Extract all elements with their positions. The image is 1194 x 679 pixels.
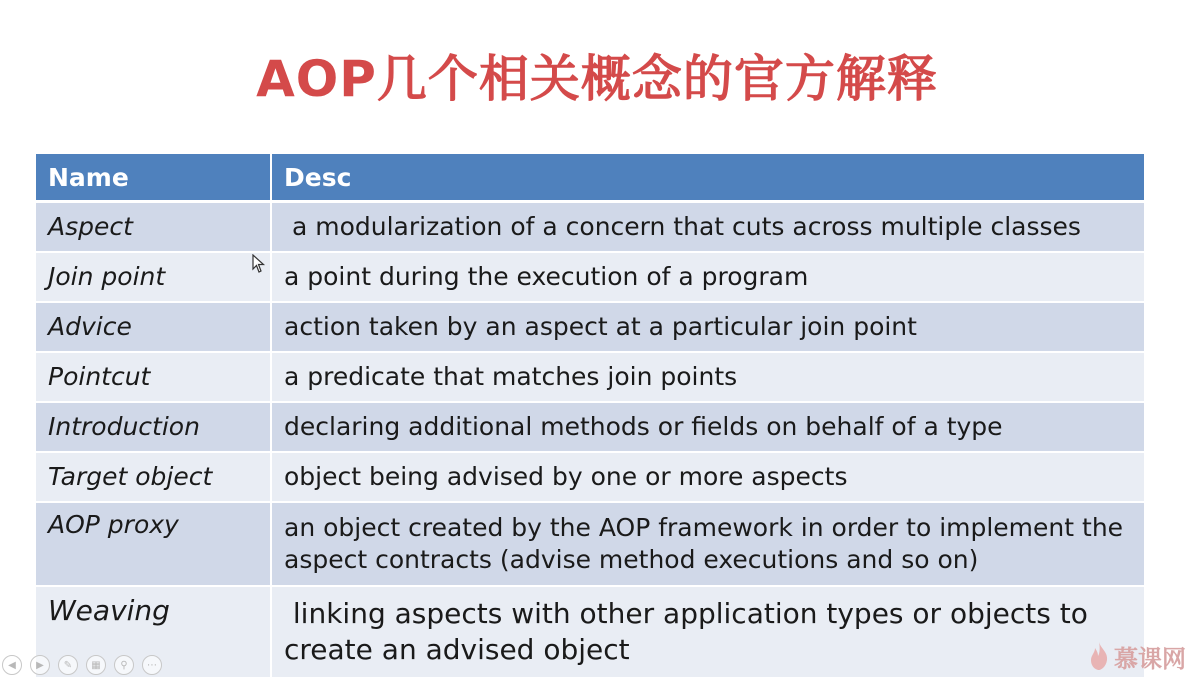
slide-title: AOP几个相关概念的官方解释 <box>256 50 938 108</box>
row-desc: action taken by an aspect at a particular join point <box>271 302 1145 352</box>
table-row <box>36 502 1145 586</box>
slides-icon[interactable]: ▦ <box>86 655 106 675</box>
row-desc: a predicate that matches join points <box>271 352 1145 402</box>
table-row <box>36 586 1145 678</box>
row-name: Introduction <box>36 402 271 452</box>
row-desc: an object created by the AOP framework in order to implement the aspect contracts (advise method executions and so on) <box>271 502 1145 586</box>
zoom-icon[interactable]: ⚲ <box>114 655 134 675</box>
table-row <box>36 402 1145 452</box>
table-row <box>36 302 1145 352</box>
table-row <box>36 452 1145 502</box>
aop-concepts-table <box>36 154 1146 679</box>
play-icon[interactable]: ▶ <box>30 655 50 675</box>
row-desc: a modularization of a concern that cuts across multiple classes <box>271 202 1145 253</box>
mouse-cursor-icon <box>252 254 266 274</box>
row-desc: object being advised by one or more aspects <box>271 452 1145 502</box>
pen-icon[interactable]: ✎ <box>58 655 78 675</box>
row-desc: linking aspects with other application types or objects to create an advised object <box>271 586 1145 678</box>
row-name: Weaving <box>36 586 271 678</box>
row-name: Pointcut <box>36 352 271 402</box>
row-name: AOP proxy <box>36 502 271 586</box>
row-name: Aspect <box>36 202 271 253</box>
more-icon[interactable]: ⋯ <box>142 655 162 675</box>
row-desc: declaring additional methods or fields on behalf of a type <box>271 402 1145 452</box>
row-desc: a point during the execution of a program <box>271 252 1145 302</box>
table-row <box>36 352 1145 402</box>
header-name: Name <box>36 154 271 202</box>
table-header-row <box>36 154 1145 202</box>
flame-logo-icon <box>1088 641 1110 671</box>
header-desc: Desc <box>271 154 1145 202</box>
back-icon[interactable]: ◀ <box>2 655 22 675</box>
table-row <box>36 202 1145 253</box>
table-row <box>36 252 1145 302</box>
presentation-controls <box>2 655 162 675</box>
row-name: Advice <box>36 302 271 352</box>
row-name: Target object <box>36 452 271 502</box>
watermark-text: 慕课网 <box>1114 644 1186 673</box>
row-name: Join point <box>36 252 271 302</box>
watermark <box>1088 638 1186 674</box>
